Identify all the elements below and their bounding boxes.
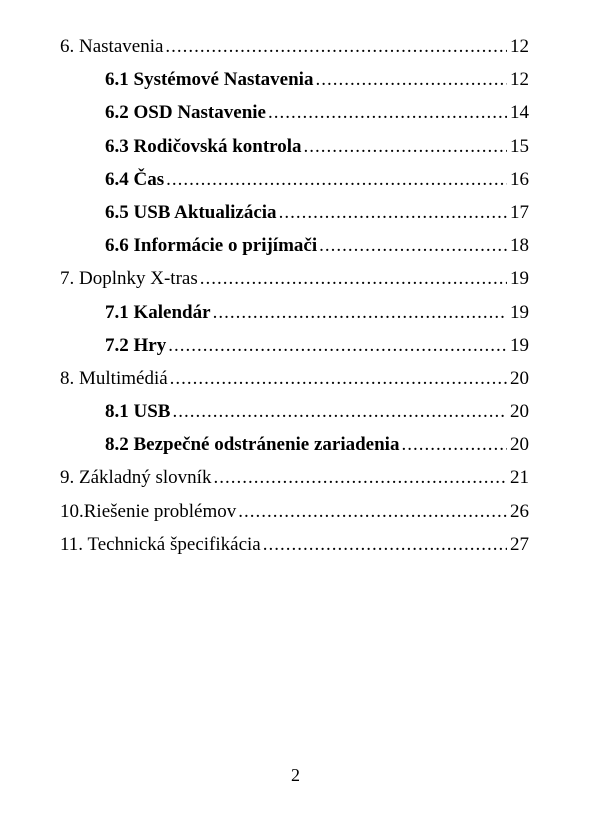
toc-entry-zakladny-slovnik[interactable] [60, 466, 529, 499]
toc-entry-page: 12 [510, 36, 529, 57]
toc-entry-title: 8.2 Bezpečné odstránenie zariadenia [105, 434, 400, 456]
toc-entry-page: 17 [510, 201, 529, 223]
toc-entry-title: 10.Riešenie problémov [60, 500, 237, 522]
toc-dot-leader [166, 168, 507, 192]
toc-entry-page: 14 [510, 102, 529, 124]
toc-entry-systemove-nastavenia[interactable] [60, 68, 529, 101]
toc-dot-leader [315, 68, 507, 92]
toc-entry-page: 18 [510, 235, 529, 257]
toc-entry-page: 20 [510, 401, 529, 423]
toc-entry-title: 6.3 Rodičovská kontrola [105, 135, 302, 157]
toc-entry-page: 15 [510, 135, 529, 157]
toc-dot-leader [213, 466, 507, 490]
toc-dot-leader [170, 367, 507, 391]
toc-entry-informacie-o-prijimaci[interactable] [60, 234, 529, 267]
page-number: 2 [291, 765, 300, 785]
toc-entry-usb-aktualizacia[interactable] [60, 201, 529, 234]
toc-entry-page: 26 [510, 500, 529, 522]
toc-dot-leader [304, 135, 507, 159]
toc-entry-title: 8. Multimédiá [60, 367, 168, 389]
toc-entry-title: 7.2 Hry [105, 334, 167, 356]
toc-dot-leader [319, 234, 507, 258]
toc-entry-multimedia[interactable] [60, 367, 529, 400]
toc-entry-title: 9. Základný slovník [60, 467, 212, 489]
toc-entry-kalendar[interactable] [60, 301, 529, 334]
toc-entry-title: 6. Nastavenia [60, 36, 164, 57]
toc-dot-leader [268, 101, 507, 125]
toc-entry-page: 19 [510, 301, 529, 323]
toc-entry-bezpecne-odstranenie[interactable] [60, 433, 529, 466]
toc-entry-page: 19 [510, 334, 529, 356]
toc-dot-leader [238, 500, 507, 524]
toc-entry-page: 21 [510, 467, 529, 489]
toc-entry-technicka-specifikacia[interactable] [60, 533, 529, 566]
toc-dot-leader [279, 201, 507, 225]
toc-entry-usb[interactable] [60, 400, 529, 433]
toc-entry-page: 20 [510, 367, 529, 389]
toc-entry-hry[interactable] [60, 334, 529, 367]
toc-entry-title: 6.5 USB Aktualizácia [105, 201, 277, 223]
toc-entry-page: 27 [510, 533, 529, 555]
toc-entry-page: 12 [510, 69, 529, 91]
toc-entry-title: 6.1 Systémové Nastavenia [105, 69, 314, 91]
toc-entry-riesenie-problemov[interactable] [60, 500, 529, 533]
toc-dot-leader [172, 400, 507, 424]
toc-dot-leader [200, 267, 507, 291]
toc-entry-doplnky-x-tras[interactable] [60, 267, 529, 300]
toc-entry-title: 7. Doplnky X-tras [60, 268, 198, 290]
toc-dot-leader [165, 35, 507, 59]
toc-entry-page: 20 [510, 434, 529, 456]
toc-entry-nastavenia[interactable] [60, 35, 529, 68]
toc-entry-title: 7.1 Kalendár [105, 301, 211, 323]
toc-dot-leader [168, 334, 507, 358]
table-of-contents [60, 35, 529, 566]
toc-entry-title: 6.4 Čas [105, 168, 165, 190]
toc-entry-title: 6.2 OSD Nastavenie [105, 102, 266, 124]
toc-entry-page: 16 [510, 168, 529, 190]
toc-entry-title: 6.6 Informácie o prijímači [105, 235, 318, 257]
toc-dot-leader [263, 533, 507, 557]
toc-entry-osd-nastavenie[interactable] [60, 101, 529, 134]
toc-dot-leader [213, 301, 507, 325]
toc-entry-title: 11. Technická špecifikácia [60, 533, 261, 555]
toc-entry-rodicovska-kontrola[interactable] [60, 135, 529, 168]
toc-entry-page: 19 [510, 268, 529, 290]
toc-dot-leader [401, 433, 507, 457]
toc-entry-cas[interactable] [60, 168, 529, 201]
toc-entry-title: 8.1 USB [105, 401, 171, 423]
